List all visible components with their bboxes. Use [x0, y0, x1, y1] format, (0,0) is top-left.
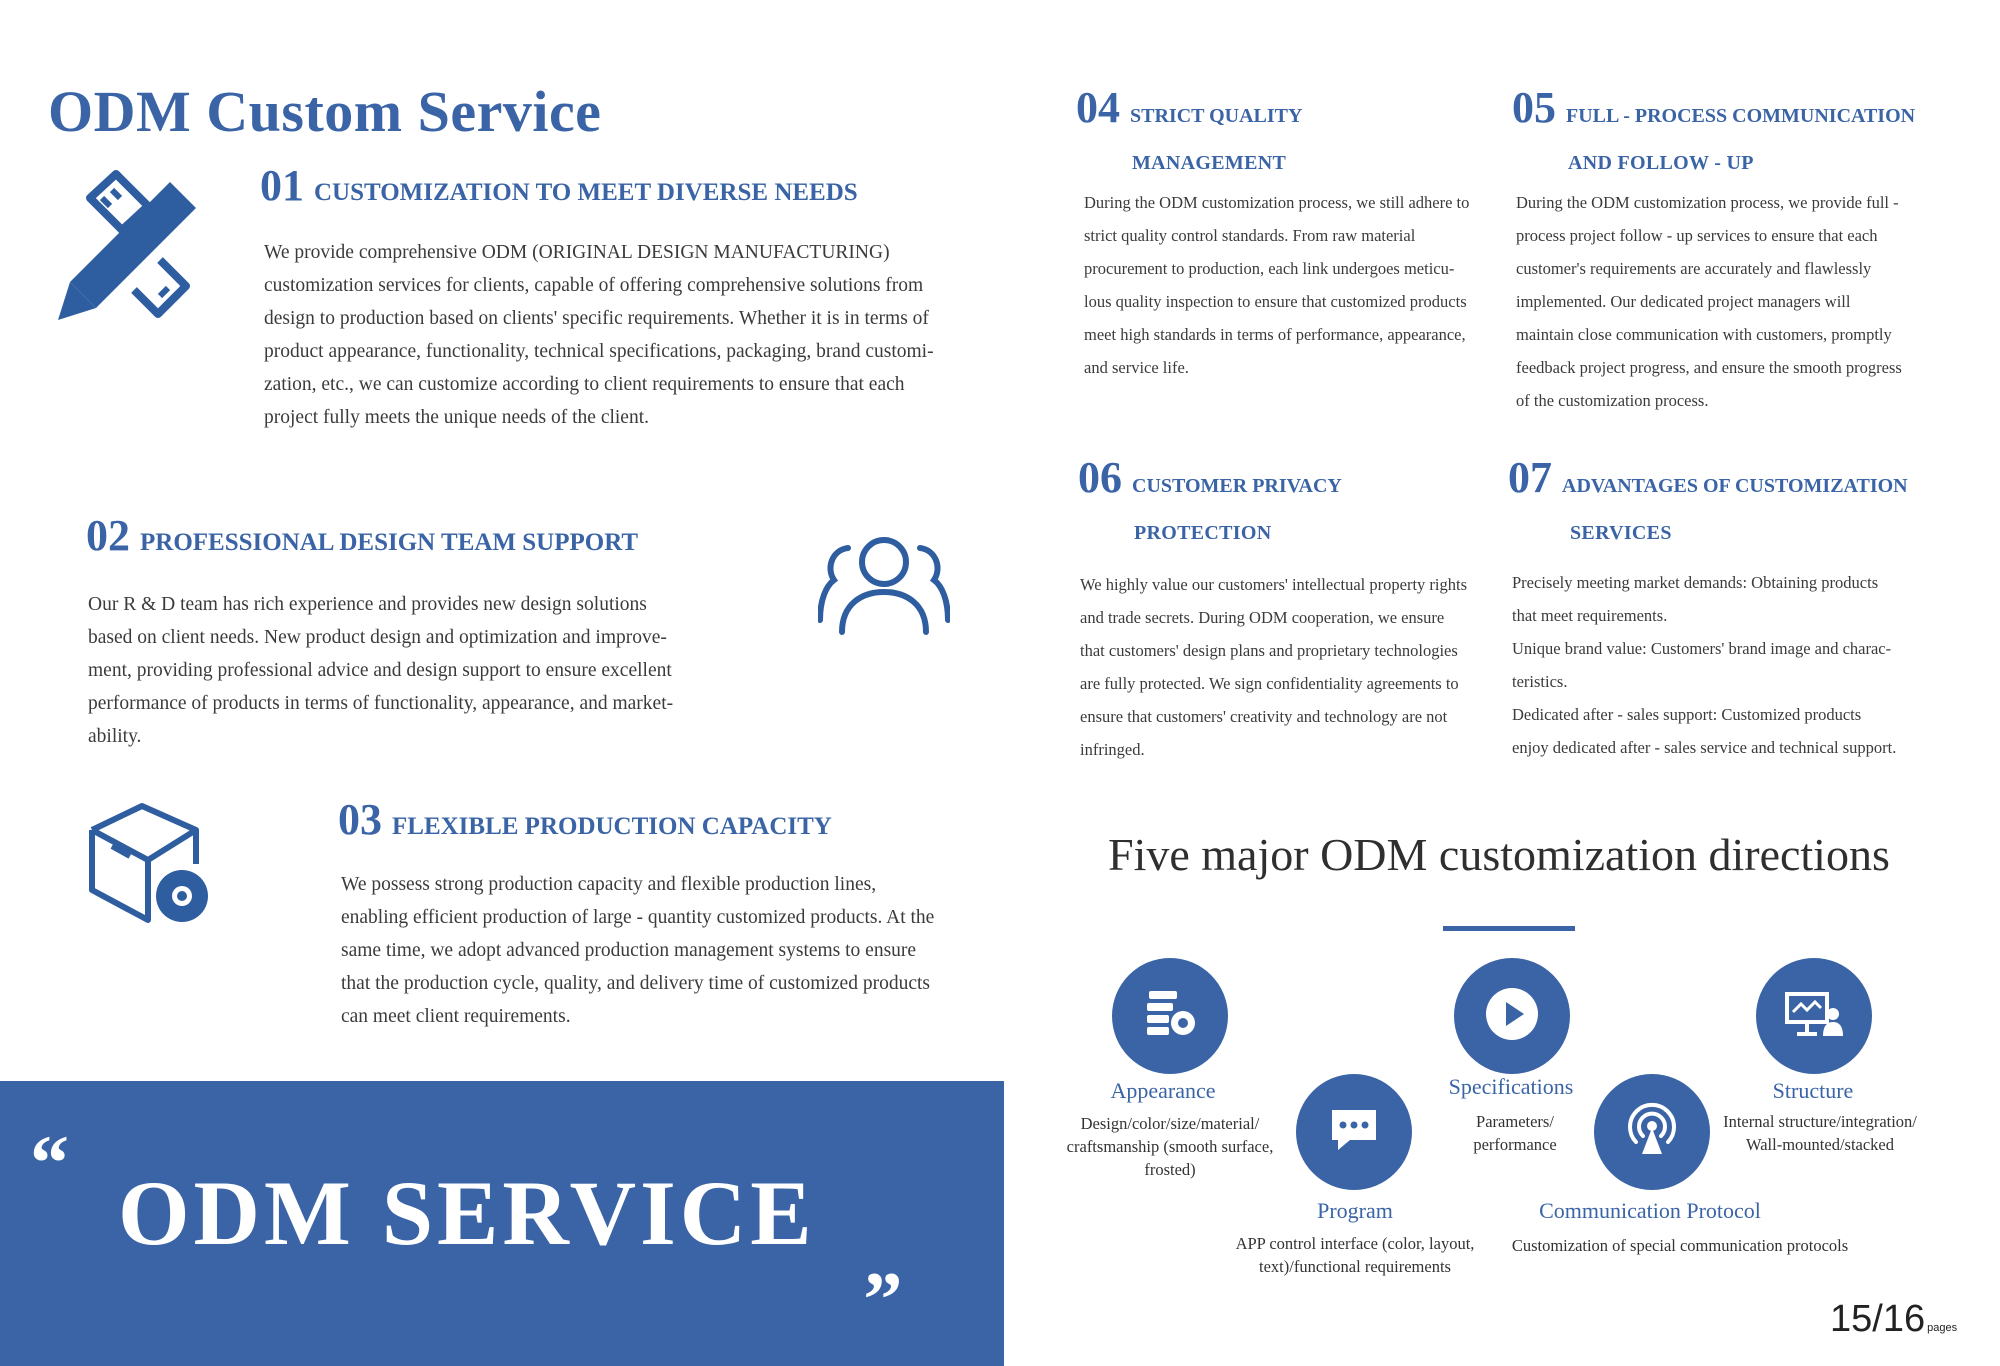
direction-name-appearance: Appearance [1110, 1078, 1216, 1103]
direction-name-program: Program [1317, 1198, 1393, 1223]
broadcast-icon [1624, 1102, 1680, 1163]
section-number: 02 [86, 511, 130, 560]
body-line: product appearance, functionality, technical specifications, packaging, brand customi- [264, 341, 934, 362]
body-line: based on client needs. New product design and optimization and improve- [88, 627, 667, 648]
play-icon [1484, 986, 1540, 1047]
section-02-body [88, 588, 728, 753]
direction-name-communication-protocol: Communication Protocol [1539, 1198, 1761, 1223]
section-04-body [1084, 186, 1504, 384]
section-05-heading [1512, 82, 1915, 133]
body-line: performance of products in terms of functionality, appearance, and market- [88, 693, 674, 714]
chat-bubble-icon [1328, 1106, 1380, 1159]
section-03-body [341, 868, 1001, 1033]
section-label: FLEXIBLE PRODUCTION CAPACITY [392, 813, 832, 840]
quote-open-mark: “ [30, 1119, 69, 1206]
page-separator: / [1872, 1298, 1883, 1340]
body-line: We provide comprehensive ODM (ORIGINAL DESIGN MANUFACTURING) [264, 242, 890, 263]
body-line: teristics. [1512, 672, 1568, 691]
direction-desc-appearance [1050, 1112, 1290, 1181]
body-line: Dedicated after - sales support: Customized products [1512, 705, 1862, 724]
body-line: process project follow - up services to ensure that each [1516, 226, 1878, 245]
direction-name-structure: Structure [1772, 1078, 1854, 1103]
section-03-heading [338, 794, 832, 845]
desc-line: text)/functional requirements [1259, 1257, 1451, 1276]
desc-line: Parameters/ [1476, 1112, 1554, 1131]
section-01-heading [260, 160, 858, 211]
section-label: CUSTOMIZATION TO MEET DIVERSE NEEDS [314, 179, 858, 206]
direction-desc-specifications [1420, 1110, 1610, 1156]
body-line: customer's requirements are accurately and flawlessly [1516, 259, 1872, 278]
body-line: Our R & D team has rich experience and provides new design solutions [88, 594, 647, 615]
page-total: 16 [1882, 1298, 1926, 1340]
desc-line: craftsmanship (smooth surface, [1066, 1137, 1274, 1156]
body-line: and trade secrets. During ODM cooperation, we ensure [1080, 608, 1445, 627]
body-line: During the ODM customization process, we still adhere to [1084, 193, 1470, 212]
body-line: can meet client requirements. [341, 1006, 571, 1027]
section-06-body [1080, 568, 1500, 766]
directions-title: Five major ODM customization directions [1108, 829, 1890, 880]
body-line: strict quality control standards. From raw material [1084, 226, 1416, 245]
body-line: same time, we adopt advanced production management systems to ensure [341, 940, 917, 961]
desc-line: Design/color/size/material/ [1080, 1114, 1260, 1133]
section-label: CUSTOMER PRIVACY [1132, 475, 1342, 497]
section-07-body [1512, 566, 1952, 764]
body-line: ment, providing professional advice and design support to ensure excellent [88, 660, 672, 681]
body-line: feedback project progress, and ensure the smooth progress [1516, 358, 1902, 377]
desc-line: Internal structure/integration/ [1723, 1112, 1917, 1131]
box-gear-icon [86, 800, 216, 930]
body-line: that meet requirements. [1512, 606, 1668, 625]
section-number: 07 [1508, 453, 1552, 502]
body-line: of the customization process. [1516, 391, 1709, 410]
body-line: Precisely meeting market demands: Obtaining products [1512, 573, 1879, 592]
appearance-gear-icon [1143, 989, 1197, 1044]
section-number: 05 [1512, 83, 1556, 132]
section-number: 01 [260, 161, 304, 210]
body-line: We possess strong production capacity and flexible production lines, [341, 874, 877, 895]
section-label: FULL - PROCESS COMMUNICATION [1566, 105, 1916, 127]
page-suffix: pages [1927, 1322, 1958, 1334]
direction-desc-communication-protocol [1490, 1234, 1870, 1257]
section-07-label-2: SERVICES [1570, 522, 1672, 544]
program-circle [1296, 1074, 1412, 1190]
body-line: project fully meets the unique needs of the client. [264, 407, 650, 428]
quote-close-mark: „ [864, 1215, 903, 1302]
communication-protocol-circle [1594, 1074, 1710, 1190]
body-line: enjoy dedicated after - sales service and technical support. [1512, 738, 1897, 757]
section-05-body [1516, 186, 1956, 417]
desc-line: Customization of special communication protocols [1511, 1236, 1849, 1255]
direction-desc-structure [1700, 1110, 1940, 1156]
section-label: PROFESSIONAL DESIGN TEAM SUPPORT [140, 529, 639, 556]
body-line: implemented. Our dedicated project managers will [1516, 292, 1851, 311]
monitor-presenter-icon [1785, 990, 1843, 1043]
page-title: ODM Custom Service [48, 79, 602, 144]
body-line: maintain close communication with customers, promptly [1516, 325, 1892, 344]
section-06-label-2: PROTECTION [1134, 522, 1272, 544]
section-label: ADVANTAGES OF CUSTOMIZATION [1562, 475, 1908, 497]
body-line: are fully protected. We sign confidentiality agreements to [1080, 674, 1459, 693]
body-line: that customers' design plans and proprietary technologies [1080, 641, 1458, 660]
body-line: design to production based on clients' specific requirements. Whether it is in terms of [264, 308, 929, 329]
body-line: ability. [88, 726, 142, 747]
body-line: During the ODM customization process, we provide full - [1516, 193, 1899, 212]
body-line: ensure that customers' creativity and technology are not [1080, 707, 1448, 726]
body-line: Unique brand value: Customers' brand image and charac- [1512, 639, 1892, 658]
body-line: enabling efficient production of large - quantity customized products. At the [341, 907, 935, 928]
page-current: 15 [1830, 1298, 1873, 1340]
body-line: meet high standards in terms of performance, appearance, [1084, 325, 1466, 344]
body-line: customization services for clients, capable of offering comprehensive solutions from [264, 275, 924, 296]
body-line: that the production cycle, quality, and delivery time of customized products [341, 973, 930, 994]
section-number: 06 [1078, 453, 1122, 502]
section-07-heading [1508, 452, 1908, 503]
specifications-circle [1454, 958, 1570, 1074]
title-underline [1443, 926, 1575, 931]
page-number [1830, 1298, 1957, 1341]
direction-desc-program [1218, 1232, 1492, 1278]
team-users-icon [818, 532, 950, 636]
section-04-heading [1076, 82, 1302, 133]
structure-circle [1756, 958, 1872, 1074]
section-04-label-2: MANAGEMENT [1132, 152, 1287, 174]
section-02-heading [86, 510, 638, 561]
section-05-label-2: AND FOLLOW - UP [1568, 152, 1754, 174]
body-line: procurement to production, each link undergoes meticu- [1084, 259, 1455, 278]
body-line: and service life. [1084, 358, 1189, 377]
desc-line: Wall-mounted/stacked [1745, 1135, 1895, 1154]
section-number: 03 [338, 795, 382, 844]
body-line: infringed. [1080, 740, 1145, 759]
section-06-heading [1078, 452, 1342, 503]
desc-line: APP control interface (color, layout, [1235, 1234, 1475, 1253]
section-label: STRICT QUALITY [1130, 105, 1303, 127]
direction-name-specifications: Specifications [1448, 1074, 1574, 1099]
section-01-body [264, 236, 984, 434]
appearance-circle [1112, 958, 1228, 1074]
body-line: We highly value our customers' intellectual property rights [1080, 575, 1468, 594]
desc-line: performance [1473, 1135, 1557, 1154]
banner-text: ODM SERVICE [118, 1162, 816, 1264]
body-line: lous quality inspection to ensure that customized products [1084, 292, 1467, 311]
desc-line: frosted) [1144, 1160, 1196, 1179]
body-line: zation, etc., we can customize according to client requirements to ensure that each [264, 374, 905, 395]
pencil-ruler-icon [50, 168, 210, 320]
section-number: 04 [1076, 83, 1120, 132]
